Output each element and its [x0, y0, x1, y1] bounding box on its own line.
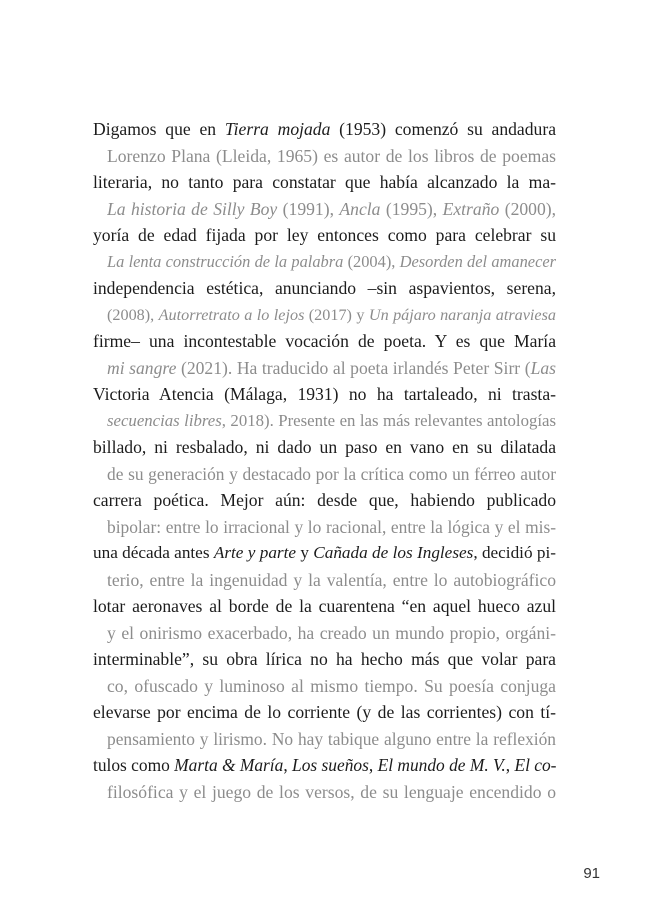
secondary-text-line: y el onirismo exacerbado, ha creado un mundo propio, orgáni-: [107, 622, 556, 643]
primary-text-line: elevarse por encima de lo corriente (y de las corrientes) con tí-: [93, 702, 556, 722]
primary-text-line: tulos como Marta & María, Los sueños, El mundo de M. V., El co-: [93, 755, 556, 775]
primary-text-line: una década antes Arte y parte y Cañada de los Ingleses, decidió pi-: [93, 543, 556, 562]
secondary-text-line: Lorenzo Plana (Lleida, 1965) es autor de los libros de poemas: [107, 145, 556, 166]
primary-text-line: yoría de edad fijada por ley entonces como para celebrar su: [93, 225, 556, 245]
primary-text-line: billado, ni resbalado, ni dado un paso en vano en su dilatada: [93, 437, 556, 457]
secondary-text-line: pensamiento y lirismo. No hay tabique alguno entre la reflexión: [107, 728, 556, 749]
secondary-text-line: secuencias libres, 2018). Presente en las más relevantes antologías: [107, 410, 556, 430]
secondary-text-line: La lenta construcción de la palabra (2004), Desorden del amanecer: [107, 251, 556, 271]
secondary-text-line: bipolar: entre lo irracional y lo racional, entre la lógica y el mis-: [107, 516, 556, 537]
primary-text-line: independencia estética, anunciando –sin aspavientos, serena,: [93, 278, 556, 298]
primary-text-line: interminable”, su obra lírica no ha hecho más que volar para: [93, 649, 556, 669]
page-number: 91: [583, 865, 600, 882]
primary-text-line: firme– una incontestable vocación de poeta. Y es que María: [93, 331, 556, 351]
primary-text-line: carrera poética. Mejor aún: desde que, habiendo publicado: [93, 490, 556, 510]
primary-text-line: Digamos que en Tierra mojada (1953) comenzó su andadura: [93, 119, 556, 139]
primary-text-line: lotar aeronaves al borde de la cuarentena “en aquel hueco azul: [93, 596, 556, 616]
secondary-text-line: co, ofuscado y luminoso al mismo tiempo. Su poesía conjuga: [107, 675, 556, 696]
secondary-text-line: (2008), Autorretrato a lo lejos (2017) y Un pájaro naranja atraviesa: [107, 305, 556, 324]
secondary-text-line: mi sangre (2021). Ha traducido al poeta irlandés Peter Sirr (Las: [107, 357, 556, 378]
secondary-text-line: La historia de Silly Boy (1991), Ancla (1995), Extraño (2000),: [107, 198, 556, 219]
secondary-text-line: terio, entre la ingenuidad y la valentía, entre lo autobiográfico: [107, 569, 556, 590]
secondary-text-line: filosófica y el juego de los versos, de su lenguaje encendido o: [107, 781, 556, 802]
primary-text-line: Victoria Atencia (Málaga, 1931) no ha tartaleado, ni trasta-: [93, 384, 556, 404]
primary-text-line: literaria, no tanto para constatar que había alcanzado la ma-: [93, 172, 556, 192]
secondary-text-line: de su generación y destacado por la crítica como un férreo autor: [107, 463, 556, 484]
